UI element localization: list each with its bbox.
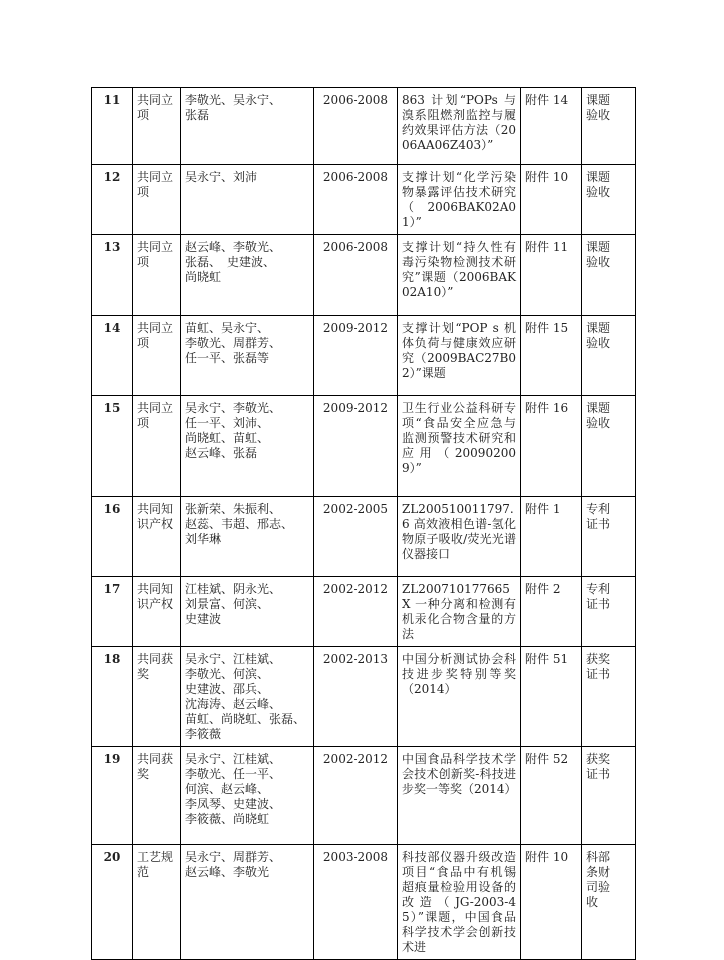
- attachment-ref: 附件 15: [521, 316, 582, 396]
- attachment-ref: 附件 16: [521, 396, 582, 497]
- year-range: 2002-2012: [314, 747, 398, 845]
- year-range: 2002-2005: [314, 497, 398, 577]
- cooperation-type: 共同获 奖: [133, 647, 181, 747]
- participant-names: 吴永宁、周群芳、 赵云峰、李敬光: [181, 845, 314, 960]
- evidence-note: 获奖 证书: [582, 747, 636, 845]
- year-range: 2006-2008: [314, 235, 398, 316]
- evidence-note: 课题 验收: [582, 316, 636, 396]
- table-row: [92, 747, 636, 845]
- table-row: [92, 647, 636, 747]
- project-description: ZL200510011797.6 高效液相色谱-氢化物原子吸收/荧光光谱仪器接口: [398, 497, 521, 577]
- row-number: 16: [92, 497, 133, 577]
- project-description: 卫生行业公益科研专项“食品安全应急与监测预警技术研究和应用（200902009）”: [398, 396, 521, 497]
- table-row: [92, 845, 636, 960]
- attachment-ref: 附件 10: [521, 165, 582, 235]
- year-range: 2006-2008: [314, 88, 398, 165]
- evidence-note: 获奖 证书: [582, 647, 636, 747]
- participant-names: 李敬光、吴永宁、 张磊: [181, 88, 314, 165]
- table-row: [92, 88, 636, 165]
- cooperation-type: 共同立 项: [133, 235, 181, 316]
- attachment-ref: 附件 10: [521, 845, 582, 960]
- row-number: 15: [92, 396, 133, 497]
- evidence-note: 课题 验收: [582, 88, 636, 165]
- cooperation-type: 共同立 项: [133, 396, 181, 497]
- cooperation-type: 工艺规 范: [133, 845, 181, 960]
- row-number: 19: [92, 747, 133, 845]
- project-description: 支撑计划“持久性有毒污染物检测技术研究”课题（2006BAK02A10）”: [398, 235, 521, 316]
- row-number: 14: [92, 316, 133, 396]
- records-table: [91, 87, 636, 960]
- row-number: 12: [92, 165, 133, 235]
- attachment-ref: 附件 51: [521, 647, 582, 747]
- table-row: [92, 235, 636, 316]
- row-number: 13: [92, 235, 133, 316]
- attachment-ref: 附件 1: [521, 497, 582, 577]
- row-number: 20: [92, 845, 133, 960]
- evidence-note: 专利 证书: [582, 577, 636, 647]
- evidence-note: 科部 条财 司验 收: [582, 845, 636, 960]
- year-range: 2006-2008: [314, 165, 398, 235]
- table-row: [92, 396, 636, 497]
- project-description: 863 计划“POPs 与溴系阻燃剂监控与履约效果评估方法（2006AA06Z403）”: [398, 88, 521, 165]
- attachment-ref: 附件 11: [521, 235, 582, 316]
- cooperation-type: 共同立 项: [133, 316, 181, 396]
- year-range: 2002-2013: [314, 647, 398, 747]
- project-description: 支撑计划“POP s 机体负荷与健康效应研究（2009BAC27B02）”课题: [398, 316, 521, 396]
- attachment-ref: 附件 2: [521, 577, 582, 647]
- evidence-note: 课题 验收: [582, 396, 636, 497]
- participant-names: 吴永宁、李敬光、 任一平、刘沛、 尚晓虹、苗虹、 赵云峰、张磊: [181, 396, 314, 497]
- year-range: 2009-2012: [314, 316, 398, 396]
- row-number: 17: [92, 577, 133, 647]
- table-row: [92, 316, 636, 396]
- year-range: 2003-2008: [314, 845, 398, 960]
- participant-names: 吴永宁、江桂斌、 李敬光、任一平、 何滨、赵云峰、 李凤琴、史建波、 李筱薇、尚晓虹: [181, 747, 314, 845]
- participant-names: 江桂斌、阴永光、 刘景富、何滨、 史建波: [181, 577, 314, 647]
- participant-names: 张新荣、朱振利、 赵蕊、韦超、邢志、 刘华琳: [181, 497, 314, 577]
- table-row: [92, 497, 636, 577]
- cooperation-type: 共同获 奖: [133, 747, 181, 845]
- attachment-ref: 附件 14: [521, 88, 582, 165]
- participant-names: 吴永宁、江桂斌、 李敬光、何滨、 史建波、邵兵、 沈海涛、赵云峰、 苗虹、尚晓虹、张磊、 李筱薇: [181, 647, 314, 747]
- cooperation-type: 共同立 项: [133, 165, 181, 235]
- participant-names: 苗虹、吴永宁、 李敬光、周群芳、 任一平、张磊等: [181, 316, 314, 396]
- evidence-note: 专利 证书: [582, 497, 636, 577]
- project-description: 中国食品科学技术学会技术创新奖-科技进步奖一等奖（2014）: [398, 747, 521, 845]
- project-description: 中国分析测试协会科技进步奖特别等奖（2014）: [398, 647, 521, 747]
- cooperation-type: 共同知 识产权: [133, 497, 181, 577]
- participant-names: 吴永宁、刘沛: [181, 165, 314, 235]
- row-number: 11: [92, 88, 133, 165]
- row-number: 18: [92, 647, 133, 747]
- participant-names: 赵云峰、李敬光、 张磊、 史建波、 尚晓虹: [181, 235, 314, 316]
- project-description: 科技部仪器升级改造项目“食品中有机锡超痕量检验用设备的改造（JG-2003-45）”课题，中国食品科学技术学会创新技术进: [398, 845, 521, 960]
- cooperation-type: 共同知 识产权: [133, 577, 181, 647]
- evidence-note: 课题 验收: [582, 235, 636, 316]
- project-description: 支撑计划“化学污染物暴露评估技术研究（2006BAK02A01）”: [398, 165, 521, 235]
- attachment-ref: 附件 52: [521, 747, 582, 845]
- year-range: 2002-2012: [314, 577, 398, 647]
- table-row: [92, 165, 636, 235]
- year-range: 2009-2012: [314, 396, 398, 497]
- evidence-note: 课题 验收: [582, 165, 636, 235]
- cooperation-type: 共同立 项: [133, 88, 181, 165]
- table-body: [92, 88, 636, 960]
- project-description: ZL200710177665X 一种分离和检测有机汞化合物含量的方法: [398, 577, 521, 647]
- table-row: [92, 577, 636, 647]
